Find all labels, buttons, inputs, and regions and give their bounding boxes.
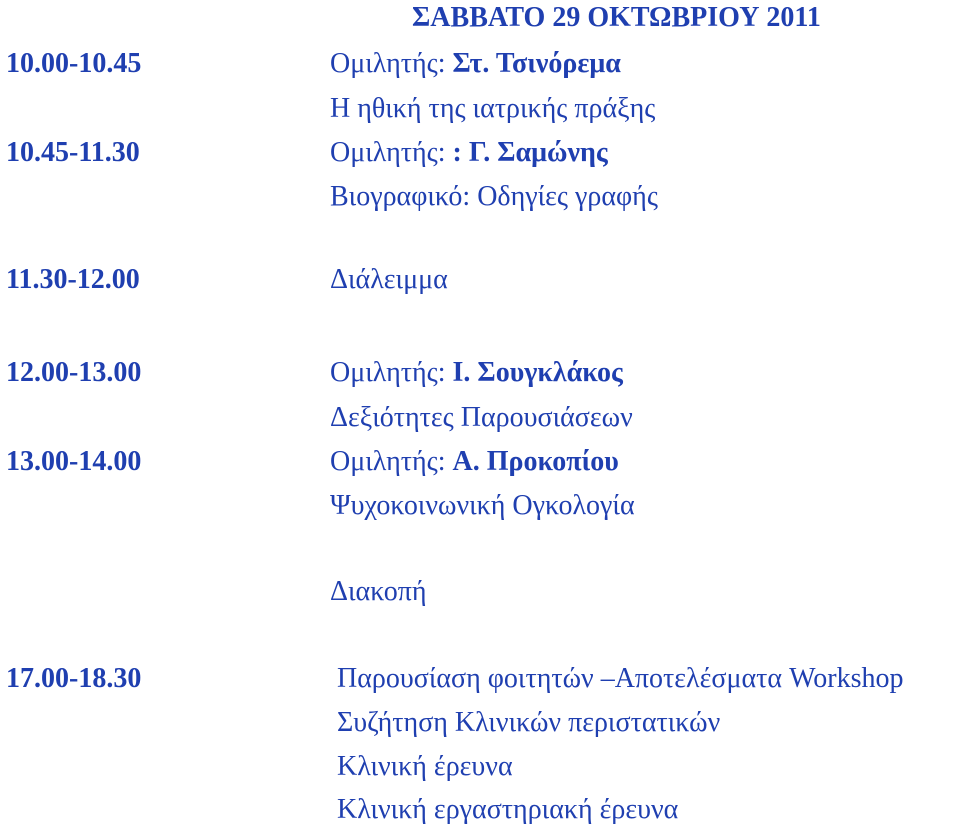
session-speaker [330,50,621,78]
speaker-name: Ι. Σουγκλάκος [452,357,623,388]
speaker-name: Α. Προκοπίου [452,446,619,477]
session-item: Συζήτηση Κλινικών περιστατικών [337,707,721,738]
speaker-prefix: Ομιλητής: [330,446,453,477]
session-time: 17.00-18.30 [6,663,142,694]
speaker-name: Στ. Τσινόρεμα [452,48,621,79]
session-topic: Ψυχοκοινωνική Ογκολογία [330,490,635,521]
speaker-prefix: Ομιλητής: [330,48,453,79]
page-heading: ΣΑΒΒΑΤΟ 29 ΟΚΤΩΒΡΙΟΥ 2011 [412,2,821,33]
session-item: Παρουσίαση φοιτητών –Αποτελέσματα Workshop [337,663,904,694]
break-label: Διάλειμμα [330,264,448,295]
session-topic: Δεξιότητες Παρουσιάσεων [330,402,633,433]
session-item: Κλινική εργαστηριακή έρευνα [337,794,679,825]
session-time: 11.30-12.00 [6,264,140,295]
session-time: 12.00-13.00 [6,357,142,388]
session-time: 10.00-10.45 [6,48,142,79]
session-speaker [330,359,623,387]
session-topic: Βιογραφικό: Οδηγίες γραφής [330,181,658,212]
session-time: 13.00-14.00 [6,446,142,477]
session-topic: Η ηθική της ιατρικής πράξης [330,93,656,124]
speaker-prefix: Ομιλητής: [330,137,453,168]
session-item: Κλινική έρευνα [337,751,513,782]
pause-label: Διακοπή [330,576,427,607]
session-speaker [330,139,608,167]
speaker-prefix: Ομιλητής: [330,357,453,388]
session-time: 10.45-11.30 [6,137,140,168]
session-speaker [330,448,619,476]
speaker-name: : Γ. Σαμώνης [452,137,608,168]
